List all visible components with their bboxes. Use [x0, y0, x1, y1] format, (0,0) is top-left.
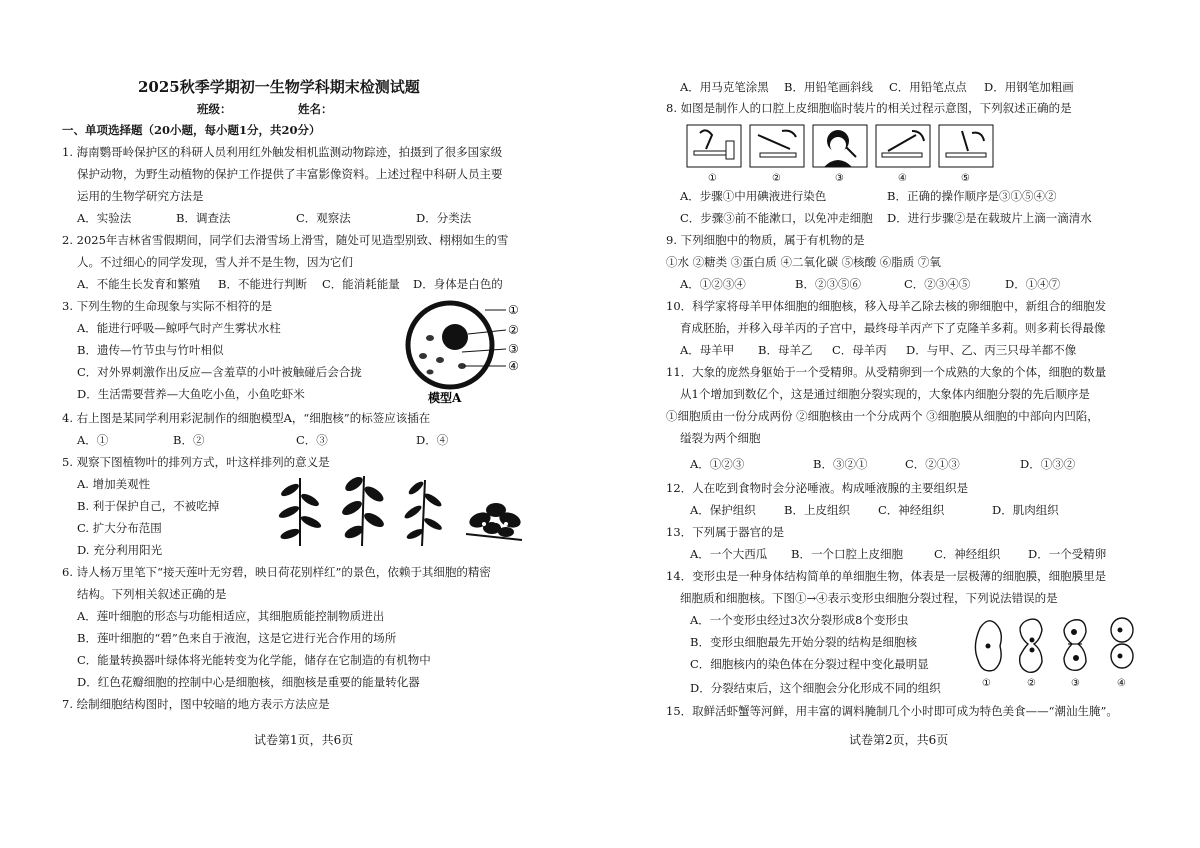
step-5-panel: [939, 125, 993, 167]
q10-option-a: A．母羊甲: [680, 343, 735, 357]
amoeba-label-3: ③: [1071, 678, 1080, 689]
q6-option-c: C．能量转换器叶绿体将光能转变为化学能，储存在它制造的有机物中: [77, 653, 431, 667]
organelle: [436, 357, 444, 363]
q10-option-c: C．母羊丙: [832, 343, 887, 357]
amoeba-label-2: ②: [1027, 678, 1036, 689]
q3-option-b: B．遗传—竹节虫与竹叶相似: [77, 343, 224, 357]
q8-option-c: C．步骤③前不能漱口，以免冲走细胞: [680, 211, 873, 225]
q8-option-d: D．进行步骤②是在载玻片上滴一滴清水: [887, 211, 1092, 225]
q11-line-4: 缢裂为两个细胞: [680, 431, 761, 445]
q2-line-1: 2. 2025年吉林省雪假期间，同学们去滑雪场上滑雪，随处可见造型别致、栩栩如生的雪: [62, 233, 509, 247]
plant-1-icon: [277, 478, 322, 546]
step-label-5: ⑤: [961, 173, 970, 184]
name-label: 姓名：: [298, 102, 333, 116]
model-label-1: ①: [508, 303, 519, 317]
q1-option-c: C．观察法: [296, 211, 351, 225]
q9-option-b: B．②③⑤⑥: [795, 277, 861, 291]
q5-stem: 5. 观察下图植物叶的排列方式，叶这样排列的意义是: [62, 455, 330, 469]
q3-stem: 3. 下列生物的生命现象与实际不相符的是: [62, 299, 273, 313]
step-1-panel: [687, 125, 741, 167]
page-1-footer: 试卷第1页，共6页: [254, 733, 354, 747]
q2-option-b: B．不能进行判断: [218, 277, 307, 291]
q14-line-2: 细胞质和细胞核。下图①→④表示变形虫细胞分裂过程，下列说法错误的是: [680, 591, 1058, 605]
q4-option-c: C．③: [296, 433, 328, 447]
q9-substance-list: ①水 ②糖类 ③蛋白质 ④二氧化碳 ⑤核酸 ⑥脂质 ⑦氧: [666, 255, 941, 269]
q10-line-2: 育成胚胎，并移入母羊丙的子宫中，最终母羊丙产下了克隆羊多莉。则多莉长得最像: [680, 321, 1106, 335]
q5-option-b: B. 利于保护自己，不被吃掉: [77, 499, 220, 513]
q6-line-1: 6. 诗人杨万里笔下“接天莲叶无穷碧，映日荷花别样红”的景色，依赖于其细胞的精密: [62, 565, 491, 579]
q11-option-b: B．③②①: [813, 457, 868, 471]
q9-stem: 9. 下列细胞中的物质，属于有机物的是: [666, 233, 865, 247]
exam-page-2: [600, 0, 1200, 848]
q10-option-b: B．母羊乙: [758, 343, 813, 357]
cell-nucleus: [442, 324, 468, 350]
q1-option-a: A．实验法: [77, 211, 132, 225]
q9-option-c: C．②③④⑤: [904, 277, 971, 291]
q8-stem: 8. 如图是制作人的口腔上皮细胞临时装片的相关过程示意图，下列叙述正确的是: [666, 101, 1072, 115]
q14-option-a: A．一个变形虫经过3次分裂形成8个变形虫: [690, 613, 909, 627]
organelle: [426, 335, 434, 341]
q2-option-d: D．身体是白色的: [413, 277, 503, 291]
amoeba-label-1: ①: [982, 678, 991, 689]
step-2-panel: [750, 125, 804, 167]
step-label-2: ②: [772, 173, 781, 184]
q14-option-b: B．变形虫细胞最先开始分裂的结构是细胞核: [690, 635, 917, 649]
q7-option-d: D．用钢笔加粗画: [984, 80, 1074, 94]
q6-option-a: A．莲叶细胞的形态与功能相适应，其细胞质能控制物质进出: [77, 609, 385, 623]
step-label-4: ④: [898, 173, 907, 184]
q5-option-a: A. 增加美观性: [77, 477, 151, 491]
q11-option-a: A．①②③: [690, 457, 745, 471]
q12-stem: 12．人在吃到食物时会分泌唾液。构成唾液腺的主要组织是: [666, 481, 969, 495]
plant-4-icon: [466, 503, 523, 540]
q10-option-d: D．与甲、乙、丙三只母羊都不像: [906, 343, 1077, 357]
q13-option-c: C．神经组织: [934, 547, 1001, 561]
q1-line-3: 运用的生物学研究方法是: [77, 189, 204, 203]
q9-option-d: D．①④⑦: [1005, 277, 1061, 291]
q11-line-2: 从1个增加到数亿个，这是通过细胞分裂实现的，大象体内细胞分裂的先后顺序是: [680, 387, 1090, 401]
q2-line-2: 人。不过细心的同学发现，雪人并不是生物，因为它们: [77, 255, 353, 269]
class-label: 班级：: [197, 102, 232, 116]
q8-option-a: A．步骤①中用碘液进行染色: [680, 189, 827, 203]
step-label-1: ①: [708, 173, 717, 184]
q8-option-b: B．正确的操作顺序是③①⑤④②: [887, 189, 1057, 203]
q1-option-d: D．分类法: [416, 211, 472, 225]
q14-option-c: C．细胞核内的染色体在分裂过程中变化最明显: [690, 657, 929, 671]
q4-option-d: D．④: [416, 433, 449, 447]
q12-option-d: D．肌肉组织: [992, 503, 1059, 517]
q3-option-a: A．能进行呼吸—鲸呼气时产生雾状水柱: [77, 321, 281, 335]
q13-stem: 13．下列属于器官的是: [666, 525, 785, 539]
plant-2-icon: [340, 474, 386, 546]
q4-option-b: B．②: [173, 433, 205, 447]
q4-stem: 4. 右上图是某同学利用彩泥制作的细胞模型A，“细胞核”的标签应该插在: [62, 411, 431, 425]
q2-option-c: C．能消耗能量: [322, 277, 400, 291]
q7-option-c: C．用铅笔点点: [889, 80, 967, 94]
q6-option-b: B．莲叶细胞的“碧”色来自于液泡，这是它进行光合作用的场所: [77, 631, 397, 645]
q12-option-c: C．神经组织: [878, 503, 945, 517]
q7-option-a: A．用马克笔涂黑: [680, 80, 769, 94]
q3-option-c: C．对外界刺激作出反应—含羞草的小叶被触碰后会合拢: [77, 365, 362, 379]
model-caption: 模型A: [428, 391, 462, 405]
q6-option-d: D．红色花瓣细胞的控制中心是细胞核，细胞核是重要的能量转化器: [77, 675, 420, 689]
model-label-2: ②: [508, 323, 519, 337]
q5-option-c: C. 扩大分布范围: [77, 521, 162, 535]
amoeba-label-4: ④: [1117, 678, 1126, 689]
q2-option-a: A．不能生长发育和繁殖: [77, 277, 201, 291]
q4-option-a: A．①: [77, 433, 109, 447]
q14-option-d: D．分裂结束后，这个细胞会分化形成不同的组织: [690, 681, 941, 695]
step-3-panel: [813, 125, 867, 167]
q7-stem: 7. 绘制细胞结构图时，图中较暗的地方表示方法应是: [62, 697, 330, 711]
organelle: [419, 353, 427, 359]
step-4-panel: [876, 125, 930, 167]
q14-line-1: 14．变形虫是一种身体结构简单的单细胞生物，体表是一层极薄的细胞膜，细胞膜里是: [666, 569, 1107, 583]
q1-option-b: B．调查法: [176, 211, 231, 225]
q1-line-2: 保护动物，为野生动植物的保护工作提供了丰富影像资料。上述过程中科研人员主要: [77, 167, 503, 181]
q12-option-a: A．保护组织: [690, 503, 756, 517]
q9-option-a: A．①②③④: [680, 277, 746, 291]
cell-model-figure: [400, 300, 530, 410]
amoeba-stage-4-icon: [1111, 618, 1133, 668]
q8-steps-figure: [686, 123, 996, 185]
q15-stem: 15．取鲜活虾蟹等河鲜，用丰富的调料腌制几个小时即可成为特色美食——“潮汕生腌”。: [666, 704, 1118, 718]
exam-title: 2025秋季学期初一生物学科期末检测试题: [138, 78, 420, 96]
section-heading: 一、单项选择题（20小题，每小题1分，共20分）: [62, 123, 321, 137]
q11-option-c: C．②①③: [905, 457, 960, 471]
q10-line-1: 10．科学家将母羊甲体细胞的细胞核，移入母羊乙除去核的卵细胞中，新组合的细胞发: [666, 299, 1107, 313]
page-2-footer: 试卷第2页，共6页: [849, 733, 949, 747]
amoeba-division-figure: [970, 612, 1150, 692]
q5-option-d: D. 充分利用阳光: [77, 543, 163, 557]
model-label-4: ④: [508, 359, 519, 373]
amoeba-stage-3-icon: [1064, 620, 1086, 671]
q11-option-d: D．①③②: [1020, 457, 1076, 471]
amoeba-stage-1-icon: [975, 621, 1001, 671]
step-label-3: ③: [835, 173, 844, 184]
q3-option-d: D．生活需要营养—大鱼吃小鱼，小鱼吃虾米: [77, 387, 305, 401]
amoeba-stage-2-icon: [1020, 619, 1042, 672]
plant-3-icon: [403, 480, 444, 546]
q6-line-2: 结构。下列相关叙述正确的是: [77, 587, 227, 601]
model-label-3: ③: [508, 342, 519, 356]
q1-line-1: 1. 海南鹦哥岭保护区的科研人员利用红外触发相机监测动物踪迹，拍摄到了很多国家级: [62, 145, 503, 159]
q13-option-a: A．一个大西瓜: [690, 547, 768, 561]
q13-option-b: B．一个口腔上皮细胞: [791, 547, 903, 561]
q12-option-b: B．上皮组织: [784, 503, 850, 517]
q7-option-b: B．用铅笔画斜线: [784, 80, 873, 94]
q11-line-1: 11．大象的庞然身躯始于一个受精卵。从受精卵到一个成熟的大象的个体，细胞的数量: [666, 365, 1107, 379]
q11-line-3: ①细胞质由一份分成两份 ②细胞核由一个分成两个 ③细胞膜从细胞的中部向内凹陷，: [666, 409, 1099, 423]
leaf-arrangement-figure: [270, 470, 530, 550]
q13-option-d: D．一个受精卵: [1028, 547, 1107, 561]
organelle: [427, 370, 434, 375]
